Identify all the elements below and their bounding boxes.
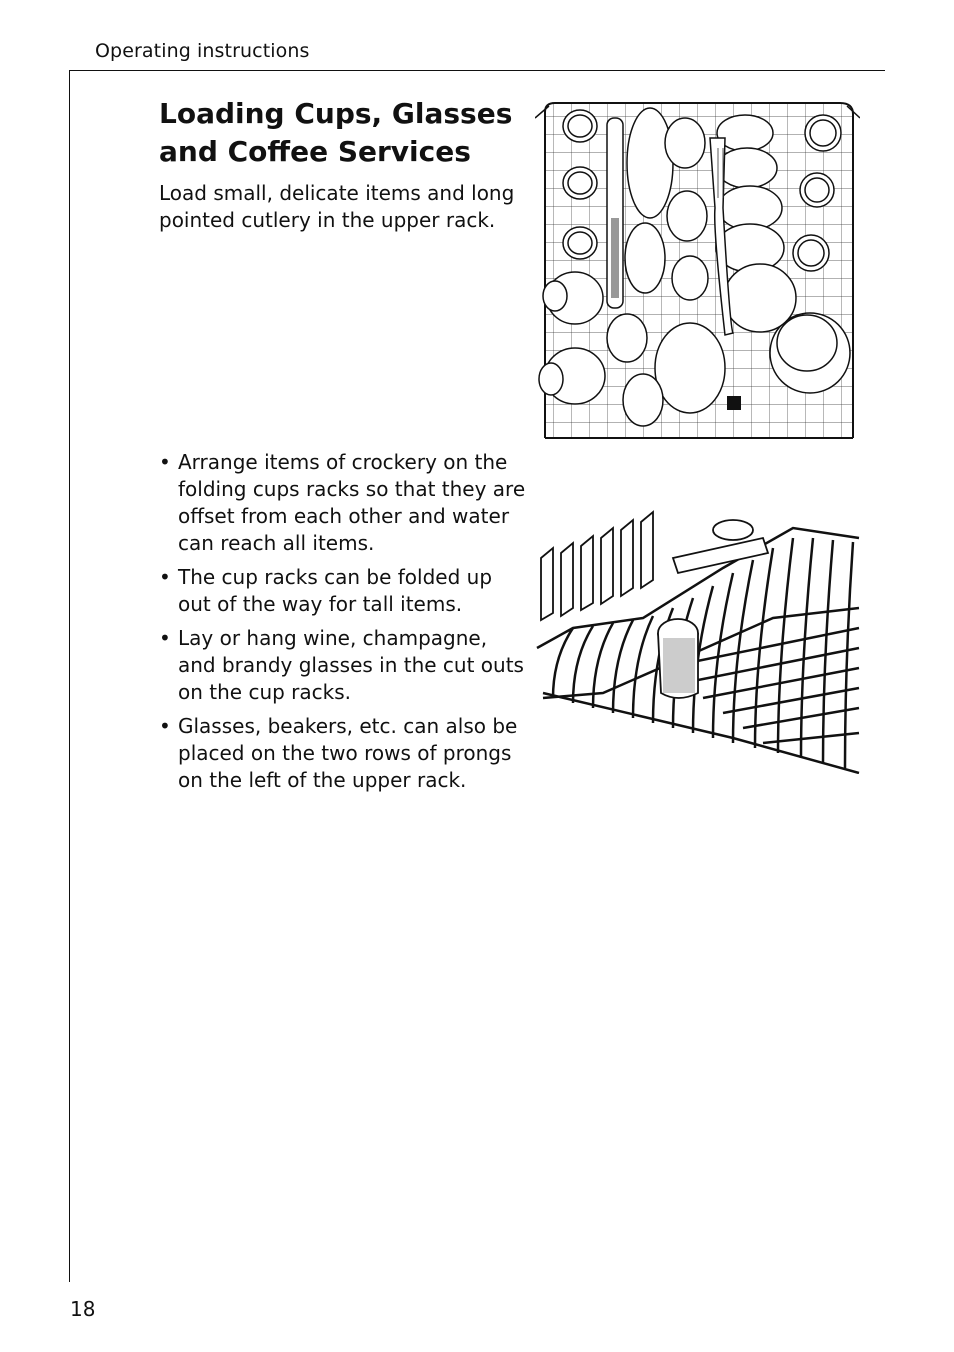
margin-rule [69,70,70,1282]
upper-rack-top-view-illustration [535,98,860,444]
page-title: Loading Cups, Glasses and Coffee Services [159,97,513,168]
bullet-icon: • [159,450,171,474]
list-item [159,564,529,618]
list-item [159,625,529,706]
running-header: Operating instructions [95,40,310,62]
intro-paragraph: Load small, delicate items and long pointed cutlery in the upper rack. [159,181,515,232]
instruction-list [159,449,529,801]
list-item-text: Lay or hang wine, champagne, and brandy glasses in the cut outs on the cup racks. [178,626,524,704]
folding-cup-racks-illustration [533,508,861,774]
bullet-icon: • [159,626,171,650]
bullet-icon: • [159,565,171,589]
list-item-text: Arrange items of crockery on the folding cups racks so that they are offset from each other and water can reach all items. [178,450,526,555]
list-item [159,713,529,794]
list-item [159,449,529,557]
list-item-text: Glasses, beakers, etc. can also be placed on the two rows of prongs on the left of the upper rack. [178,714,518,792]
bullet-icon: • [159,714,171,738]
list-item-text: The cup racks can be folded up out of the way for tall items. [178,565,493,616]
header-rule [69,70,885,71]
page-number: 18 [70,1297,96,1321]
